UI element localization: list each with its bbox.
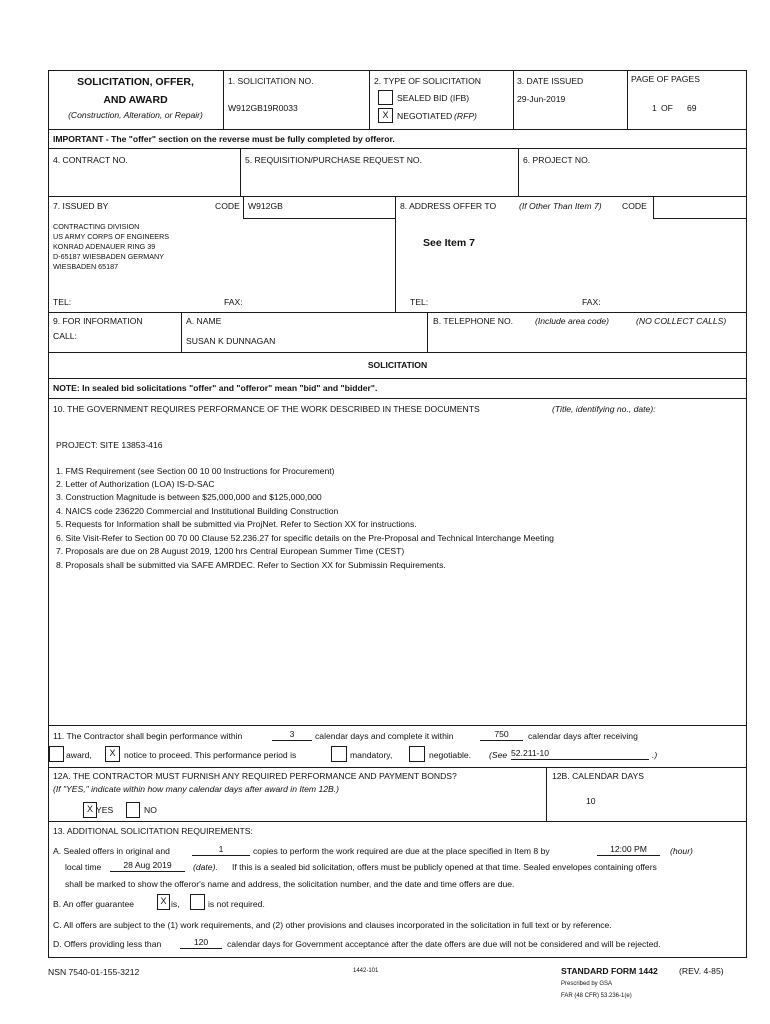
item11-text: calendar days after receiving (528, 731, 638, 741)
page-total: 69 (687, 103, 697, 113)
due-date-value: 28 Aug 2019 (110, 860, 185, 872)
item10-line: 6. Site Visit-Refer to Section 00 70 00 Clause 52.236.27 for specific details on the Pre-Proposal and Technical Interchange Meeting (56, 533, 554, 543)
begin-days-value: 3 (272, 729, 312, 741)
form-title-line2: AND AWARD (103, 94, 168, 106)
page-of-pages-label: PAGE OF PAGES (631, 74, 700, 84)
award-checkbox[interactable] (49, 746, 64, 762)
call-label: CALL: (53, 331, 77, 341)
telephone-label: B. TELEPHONE NO. (433, 316, 514, 326)
item13c-text: C. All offers are subject to the (1) work requirements, and (2) other provisions and clauses incorporated in the solicitation in full text or by reference. (53, 920, 612, 930)
page-current: 1 (652, 103, 657, 113)
sealed-bid-note: NOTE: In sealed bid solicitations "offer" and "offeror" mean "bid" and "bidder". (53, 383, 378, 393)
address-offer-note: (If Other Than Item 7) (519, 201, 602, 211)
item11-text: calendar days and complete it within (315, 731, 454, 741)
sealed-bid-checkbox[interactable] (378, 90, 393, 105)
date-label: (date). (193, 862, 218, 872)
item10-note: (Title, identifying no., date): (552, 404, 656, 414)
see-label: (See (489, 750, 508, 760)
copies-value: 1 (192, 844, 250, 856)
item13-label: 13. ADDITIONAL SOLICITATION REQUIREMENTS: (53, 826, 253, 836)
standard-form: STANDARD FORM 1442 (561, 966, 658, 976)
acceptance-days-value: 120 (180, 937, 222, 949)
item13b-text: B. An offer guarantee (53, 899, 135, 909)
negotiated-checkbox[interactable]: X (378, 108, 393, 123)
clause-value: 52.211-10 (511, 748, 649, 760)
notice-to-proceed-label: notice to proceed. This performance period is (124, 750, 297, 760)
see-close: .) (652, 750, 658, 760)
sealed-bid-label: SEALED BID (IFB) (397, 93, 470, 103)
address-offer-label: 8. ADDRESS OFFER TO (400, 201, 497, 211)
notice-to-proceed-checkbox[interactable]: X (105, 746, 120, 762)
solicitation-heading: SOLICITATION (367, 360, 428, 370)
bonds-yes-label: YES (96, 805, 114, 815)
item11-text: 11. The Contractor shall begin performance within (53, 731, 243, 741)
guarantee-is-label: is, (171, 899, 180, 909)
issued-address-line: CONTRACTING DIVISION (53, 222, 140, 231)
form-code: 1442-101 (353, 968, 379, 974)
item10-line: 4. NAICS code 236220 Commercial and Institutional Building Construction (56, 506, 339, 516)
item10-line: 5. Requests for Information shall be submitted via ProjNet. Refer to Section XX for instructions. (56, 519, 417, 529)
complete-days-value: 750 (480, 729, 523, 741)
item13d-text: calendar days for Government acceptance after the date offers are due will not be considered and will be rejected. (227, 939, 661, 949)
mandatory-label: mandatory, (350, 750, 393, 760)
form-title-line1: SOLICITATION, OFFER, (77, 76, 194, 88)
project-site: PROJECT: SITE 13853-416 (56, 440, 163, 450)
item10-line: 7. Proposals are due on 28 August 2019, 1200 hrs Central European Summer Time (CEST) (56, 546, 405, 556)
address-offer-code-label: CODE (622, 201, 647, 211)
area-code-note: (Include area code) (535, 316, 610, 326)
address-offer-fax-label: FAX: (582, 297, 601, 307)
item13d-text: D. Offers providing less than (53, 939, 162, 949)
item10-line: 8. Proposals shall be submitted via SAFE AMRDEC. Refer to Section XX for Submissin Requirements. (56, 560, 446, 570)
item13a-text: copies to perform the work required are due at the place specified in Item 8 by (253, 846, 550, 856)
item12a-label: 12A. THE CONTRACTOR MUST FURNISH ANY REQUIRED PERFORMANCE AND PAYMENT BONDS? (53, 771, 457, 781)
item13b-text: is not required. (208, 899, 265, 909)
mandatory-checkbox[interactable] (331, 746, 347, 762)
name-label: A. NAME (186, 316, 222, 326)
address-offer-tel-label: TEL: (410, 297, 429, 307)
prescribed-by: Prescribed by GSA (561, 981, 613, 987)
guarantee-not-checkbox[interactable] (190, 894, 205, 910)
contract-no-label: 4. CONTRACT NO. (53, 155, 128, 165)
award-label: award, (66, 750, 92, 760)
item10-line: 1. FMS Requirement (see Section 00 10 00 Instructions for Procurement) (56, 466, 335, 476)
issued-tel-label: TEL: (53, 297, 72, 307)
guarantee-is-checkbox[interactable]: X (157, 894, 170, 910)
calendar-days-label: 12B. CALENDAR DAYS (552, 771, 645, 781)
item13a-text: A. Sealed offers in original and (53, 846, 170, 856)
item13a-text: If this is a sealed bid solicitation, offers must be publicly opened at that time. Sealed envelopes containing offers (232, 862, 657, 872)
form-subtitle: (Construction, Alteration, or Repair) (68, 110, 203, 120)
issued-by-label: 7. ISSUED BY (53, 201, 109, 211)
bonds-yes-checkbox[interactable]: X (83, 802, 97, 818)
date-issued-value: 29-Jun-2019 (517, 94, 566, 104)
nsn-number: NSN 7540-01-155-3212 (48, 967, 140, 977)
issued-address-line: D-65187 WIESBADEN GERMANY (53, 252, 165, 261)
project-no-label: 6. PROJECT NO. (523, 155, 591, 165)
item13a-text: shall be marked to show the offeror's name and address, the solicitation number, and the date and time offers are due. (65, 879, 515, 889)
form-revision: (REV. 4-85) (679, 966, 724, 976)
issued-code-label: CODE (215, 201, 240, 211)
calendar-days-value: 10 (586, 796, 596, 806)
name-value: SUSAN K DUNNAGAN (186, 336, 276, 346)
local-time-label: local time (65, 862, 102, 872)
hour-label: (hour) (670, 846, 693, 856)
negotiated-label: NEGOTIATED (397, 111, 453, 121)
issued-address-line: US ARMY CORPS OF ENGINEERS (53, 232, 170, 241)
issued-address-line: KONRAD ADENAUER RING 39 (53, 242, 156, 251)
negotiable-label: negotiable. (429, 750, 472, 760)
issued-code-value: W912GB (248, 201, 283, 211)
for-information-label: 9. FOR INFORMATION (53, 316, 143, 326)
solicitation-no-value: W912GB19R0033 (228, 103, 298, 113)
important-notice: IMPORTANT - The "offer" section on the reverse must be fully completed by offeror. (53, 134, 395, 144)
far-reference: FAR (48 CFR) 53.236-1(e) (561, 993, 632, 999)
item10-line: 2. Letter of Authorization (LOA) IS-D-SAC (56, 479, 215, 489)
item10-label: 10. THE GOVERNMENT REQUIRES PERFORMANCE OF THE WORK DESCRIBED IN THESE DOCUMENTS (53, 404, 480, 414)
rfp-label: (RFP) (454, 111, 477, 121)
solicitation-no-label: 1. SOLICITATION NO. (228, 76, 314, 86)
bonds-no-label: NO (144, 805, 157, 815)
date-issued-label: 3. DATE ISSUED (517, 76, 584, 86)
item10-line: 3. Construction Magnitude is between $25,000,000 and $125,000,000 (56, 492, 322, 502)
issued-address-line: WIESBADEN 65187 (53, 262, 119, 271)
type-of-solicitation-label: 2. TYPE OF SOLICITATION (374, 76, 481, 86)
due-time-value: 12:00 PM (597, 844, 660, 856)
item12a-note: (If "YES," indicate within how many calendar days after award in Item 12B.) (53, 784, 340, 794)
page-of: OF (661, 103, 673, 113)
address-offer-value: See Item 7 (423, 237, 475, 249)
no-collect-note: (NO COLLECT CALLS) (636, 316, 727, 326)
issued-fax-label: FAX: (224, 297, 243, 307)
requisition-no-label: 5. REQUISITION/PURCHASE REQUEST NO. (245, 155, 422, 165)
negotiable-checkbox[interactable] (409, 746, 425, 762)
bonds-no-checkbox[interactable] (126, 802, 140, 818)
